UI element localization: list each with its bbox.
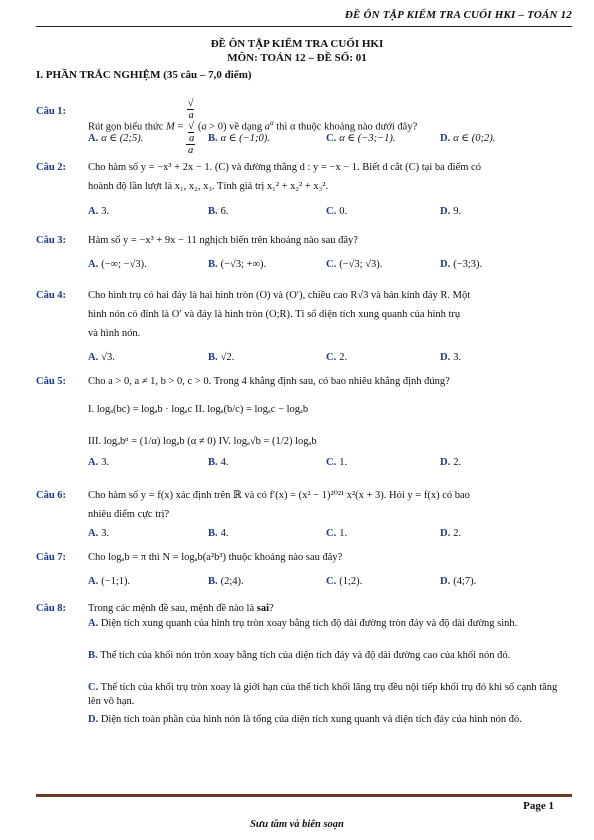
option-b[interactable]: B. α ∈ (−1;0).	[208, 133, 270, 144]
answer-options	[88, 132, 558, 148]
answer-options	[88, 259, 558, 275]
answer-options	[88, 206, 558, 222]
option-a[interactable]: A. √3.	[88, 352, 115, 363]
option-c[interactable]: C. (−√3; √3).	[326, 259, 383, 270]
question-text: Hàm số y = −x³ + 9x − 11 nghịch biến trên khoảng nào sau đây?	[88, 235, 358, 246]
question-number: Câu 7:	[36, 552, 67, 563]
option-c[interactable]: C. 2.	[326, 352, 348, 363]
page-footer: Sưu tầm và biên soạn	[250, 819, 344, 830]
page-number: Page 1	[523, 800, 554, 812]
question-number: Câu 4:	[36, 290, 67, 301]
option-d[interactable]: D. 2.	[440, 528, 462, 539]
option-d[interactable]: D. 2.	[440, 457, 462, 468]
option-d[interactable]: D. (−3;3).	[440, 259, 483, 270]
option-c[interactable]: C. 0.	[326, 206, 348, 217]
answer-options	[88, 352, 558, 368]
section-title: I. PHẦN TRẮC NGHIỆM (35 câu – 7,0 điểm)	[36, 69, 252, 81]
page-header: ĐỀ ÔN TẬP KIỂM TRA CUỐI HKI – TOÁN 12	[344, 9, 572, 21]
question-number: Câu 8:	[36, 603, 67, 614]
option-b[interactable]: B. Thể tích của khối nón tròn xoay bằng tích của diện tích đáy và độ dài đường cao của khối nón đó.	[88, 650, 511, 661]
statement-1-2: I. logₐ(bc) = logₐb · logₐc II. logₐ(b/c) = logₐc − logₐb	[88, 404, 309, 415]
header-divider	[36, 26, 572, 27]
question-number: Câu 1:	[36, 106, 67, 117]
option-a[interactable]: A. 3.	[88, 206, 110, 217]
option-d[interactable]: D. 9.	[440, 206, 462, 217]
option-a[interactable]: A. (−∞; −√3).	[88, 259, 147, 270]
footer-divider	[36, 794, 572, 797]
question-number: Câu 2:	[36, 162, 67, 173]
question-text: Cho hình trụ có hai đáy là hai hình tròn (O) và (O′), chiều cao R√3 và bán kính đáy R. Một hình nón có đỉnh là O′ và đáy là hình tròn (O;R). Tỉ số diện tích xung quanh của hình trụ và hình nón.	[88, 290, 471, 339]
question-text: Trong các mệnh đề sau, mệnh đề nào là sai?	[88, 603, 274, 614]
answer-options	[88, 457, 558, 473]
answer-options	[88, 528, 558, 544]
option-c[interactable]: C. (1;2).	[326, 576, 363, 587]
question-number: Câu 5:	[36, 376, 67, 387]
option-b[interactable]: B. √2.	[208, 352, 235, 363]
option-a[interactable]: A. 3.	[88, 457, 110, 468]
option-b[interactable]: B. 4.	[208, 528, 229, 539]
option-c[interactable]: C. α ∈ (−3;−1).	[326, 133, 396, 144]
option-a[interactable]: A. 3.	[88, 528, 110, 539]
question-text: Cho hàm số y = −x³ + 2x − 1. (C) và đường thẳng d : y = −x − 1. Biết d cắt (C) tại ba điểm có hoành độ lần lượt là x₁, x₂, x₃. Tính giá trị x₁² + x₂² + x₃².	[88, 162, 481, 192]
answer-options	[88, 576, 558, 592]
option-d[interactable]: D. (4;7).	[440, 576, 477, 587]
option-d[interactable]: D. 3.	[440, 352, 462, 363]
question-text: Cho hàm số y = f(x) xác định trên ℝ và có f′(x) = (x² − 1)²⁰²¹ x²(x + 3). Hỏi y = f(x) có bao nhiêu điểm cực trị?	[88, 490, 470, 520]
option-c[interactable]: C. 1.	[326, 457, 348, 468]
option-b[interactable]: B. (2;4).	[208, 576, 244, 587]
question-text: Rút gọn biểu thức M = √ a √ a a (a > 0) về dạng $a^\alpha$ thì α thuộc khoảng nào dưới đây?	[88, 98, 418, 156]
option-b[interactable]: B. (−√3; +∞).	[208, 259, 267, 270]
exam-subtitle: MÔN: TOÁN 12 – ĐỀ SỐ: 01	[227, 52, 367, 64]
option-a[interactable]: A. Diện tích xung quanh của hình trụ tròn xoay bằng tích độ dài đường tròn đáy và độ dài đường sinh.	[88, 618, 518, 629]
option-b[interactable]: B. 4.	[208, 457, 229, 468]
statement-3-4: III. logₐbᵅ = (1/α) logₐb (α ≠ 0) IV. logₐ√b = (1/2) logₐb	[88, 436, 317, 447]
option-a[interactable]: A. (−1;1).	[88, 576, 131, 587]
option-c[interactable]: C. Thể tích của khối trụ tròn xoay là giới hạn của thể tích khối lăng trụ đều nội tiếp khối trụ đó khi số cạnh tăng lên vô hạn.	[88, 682, 558, 707]
option-b[interactable]: B. 6.	[208, 206, 229, 217]
exam-title: ĐỀ ÔN TẬP KIỂM TRA CUỐI HKI	[210, 38, 384, 50]
option-c[interactable]: C. 1.	[326, 528, 348, 539]
question-number: Câu 6:	[36, 490, 67, 501]
option-d[interactable]: D. α ∈ (0;2).	[440, 133, 496, 144]
question-text: Cho logₐb = π thì N = logₐb(a²b³) thuộc khoảng nào sau đây?	[88, 552, 343, 563]
option-a[interactable]: A. α ∈ (2;5).	[88, 133, 144, 144]
option-d[interactable]: D. Diện tích toàn phần của hình nón là tổng của diện tích xung quanh và diện tích đáy của hình nón đó.	[88, 714, 522, 725]
question-number: Câu 3:	[36, 235, 67, 246]
fraction-expression: √ a √ a a	[187, 98, 195, 156]
question-text: Cho a > 0, a ≠ 1, b > 0, c > 0. Trong 4 khẳng định sau, có bao nhiêu khẳng định đúng?	[88, 376, 450, 387]
